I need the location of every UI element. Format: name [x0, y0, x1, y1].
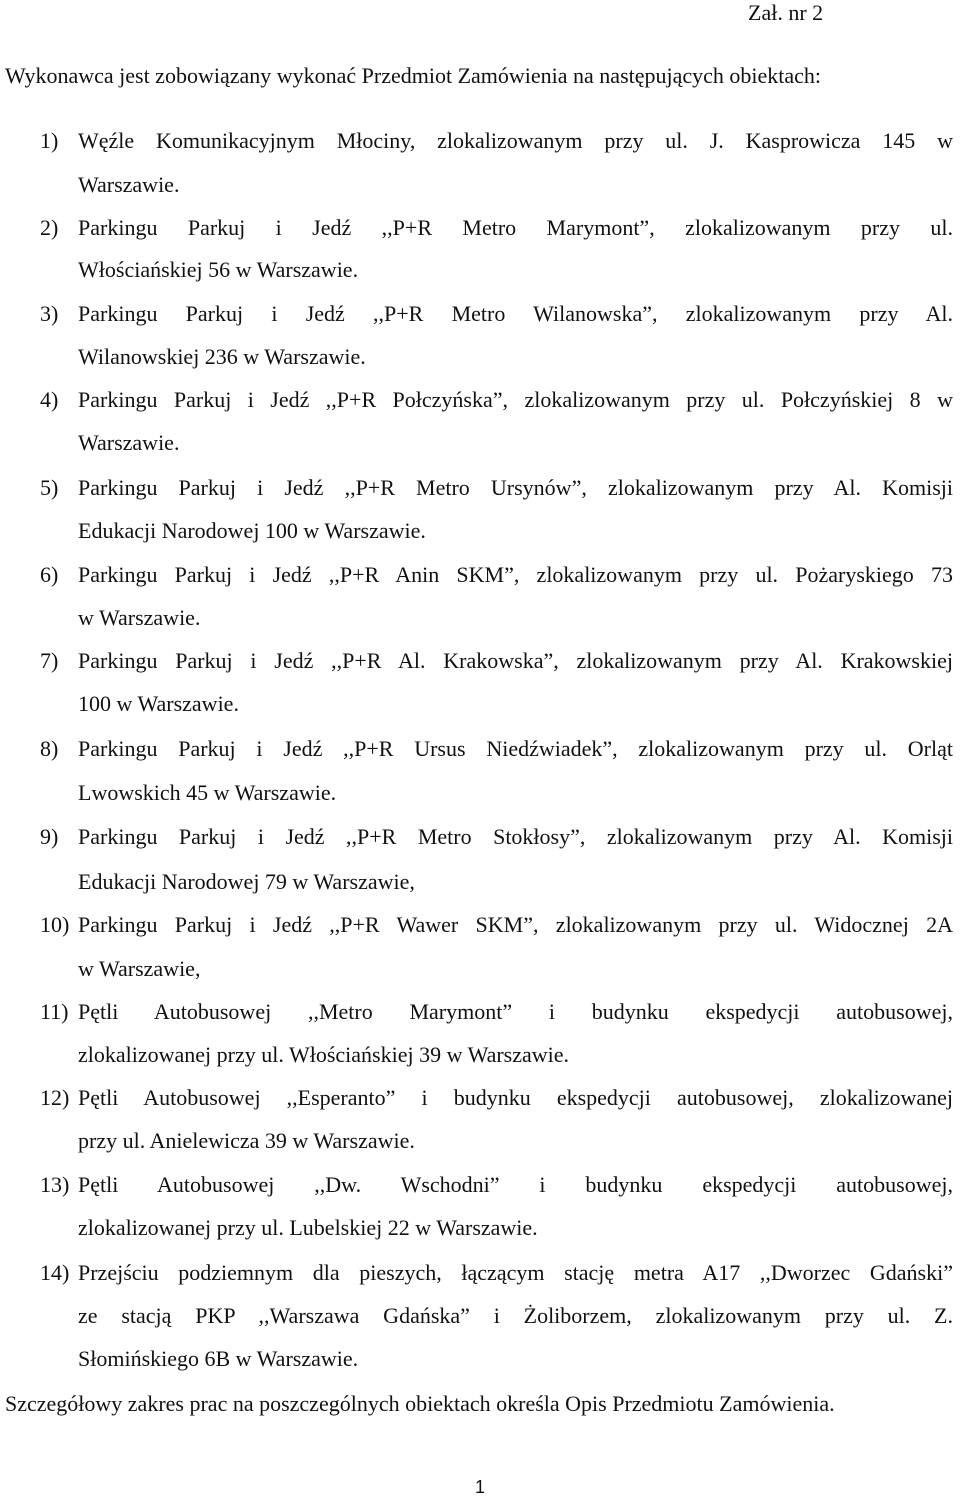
intro-paragraph: Wykonawca jest zobowiązany wykonać Przedmiot Zamówienia na następujących obiektach:	[5, 63, 822, 88]
item-text-continuation: 100 w Warszawie.	[78, 691, 239, 716]
item-number: 6)	[40, 562, 59, 587]
item-text: Parkingu Parkuj i Jedź ,,P+R Ursus Niedźwiadek”, zlokalizowanym przy ul. Orląt	[78, 736, 953, 761]
item-text: Parkingu Parkuj i Jedź ,,P+R Anin SKM”, zlokalizowanym przy ul. Pożaryskiego 73	[78, 562, 953, 587]
closing-paragraph: Szczegółowy zakres prac na poszczególnych obiektach określa Opis Przedmiotu Zamówienia.	[5, 1391, 835, 1416]
item-text-continuation: Włościańskiej 56 w Warszawie.	[78, 257, 359, 282]
item-number: 8)	[40, 736, 59, 761]
item-text-continuation: zlokalizowanej przy ul. Lubelskiej 22 w Warszawie.	[78, 1215, 538, 1240]
item-number: 14)	[40, 1260, 70, 1285]
page-number: 1	[474, 1477, 485, 1497]
item-number: 9)	[40, 824, 59, 849]
item-text-continuation: Słomińskiego 6B w Warszawie.	[78, 1346, 359, 1371]
item-number: 10)	[40, 912, 70, 937]
item-text: Parkingu Parkuj i Jedź ,,P+R Połczyńska”, zlokalizowanym przy ul. Połczyńskiej 8 w	[78, 387, 953, 412]
item-text-continuation: Warszawie.	[78, 172, 180, 197]
item-text: Parkingu Parkuj i Jedź ,,P+R Al. Krakowska”, zlokalizowanym przy Al. Krakowskiej	[78, 648, 953, 673]
item-number: 3)	[40, 301, 59, 326]
item-text: Parkingu Parkuj i Jedź ,,P+R Wawer SKM”, zlokalizowanym przy ul. Widocznej 2A	[78, 912, 953, 937]
item-number: 4)	[40, 387, 59, 412]
item-text-continuation: Wilanowskiej 236 w Warszawie.	[78, 344, 366, 369]
item-text-continuation: przy ul. Anielewicza 39 w Warszawie.	[78, 1128, 415, 1153]
attachment-label: Zał. nr 2	[748, 0, 824, 25]
item-text-continuation: Edukacji Narodowej 100 w Warszawie.	[78, 518, 426, 543]
item-text-continuation: Warszawie.	[78, 430, 180, 455]
item-text: Pętli Autobusowej ,,Esperanto” i budynku ekspedycji autobusowej, zlokalizowanej	[78, 1085, 953, 1110]
item-text-continuation: ze stacją PKP ,,Warszawa Gdańska” i Żoliborzem, zlokalizowanym przy ul. Z.	[78, 1303, 953, 1328]
item-text: Parkingu Parkuj i Jedź ,,P+R Metro Wilanowska”, zlokalizowanym przy Al.	[78, 301, 953, 326]
item-number: 11)	[40, 999, 69, 1024]
item-text: Parkingu Parkuj i Jedź ,,P+R Metro Marymont”, zlokalizowanym przy ul.	[78, 215, 953, 240]
item-number: 1)	[40, 128, 59, 153]
item-text-continuation: w Warszawie,	[78, 956, 201, 981]
item-number: 12)	[40, 1085, 70, 1110]
item-number: 5)	[40, 475, 59, 500]
item-text: Pętli Autobusowej ,,Dw. Wschodni” i budynku ekspedycji autobusowej,	[78, 1172, 953, 1197]
item-text: Parkingu Parkuj i Jedź ,,P+R Metro Ursynów”, zlokalizowanym przy Al. Komisji	[78, 475, 953, 500]
item-number: 13)	[40, 1172, 70, 1197]
item-text: Węźle Komunikacyjnym Młociny, zlokalizowanym przy ul. J. Kasprowicza 145 w	[78, 128, 953, 153]
item-text: Pętli Autobusowej ,,Metro Marymont” i budynku ekspedycji autobusowej,	[78, 999, 953, 1024]
item-text-continuation: Lwowskich 45 w Warszawie.	[78, 780, 337, 805]
item-number: 7)	[40, 648, 59, 673]
item-text: Parkingu Parkuj i Jedź ,,P+R Metro Stokłosy”, zlokalizowanym przy Al. Komisji	[78, 824, 953, 849]
item-number: 2)	[40, 215, 59, 240]
item-text-continuation: Edukacji Narodowej 79 w Warszawie,	[78, 869, 415, 894]
item-text-continuation: w Warszawie.	[78, 605, 201, 630]
item-text-continuation: zlokalizowanej przy ul. Włościańskiej 39 w Warszawie.	[78, 1042, 570, 1067]
item-text: Przejściu podziemnym dla pieszych, łączącym stację metra A17 ,,Dworzec Gdański”	[78, 1260, 953, 1285]
